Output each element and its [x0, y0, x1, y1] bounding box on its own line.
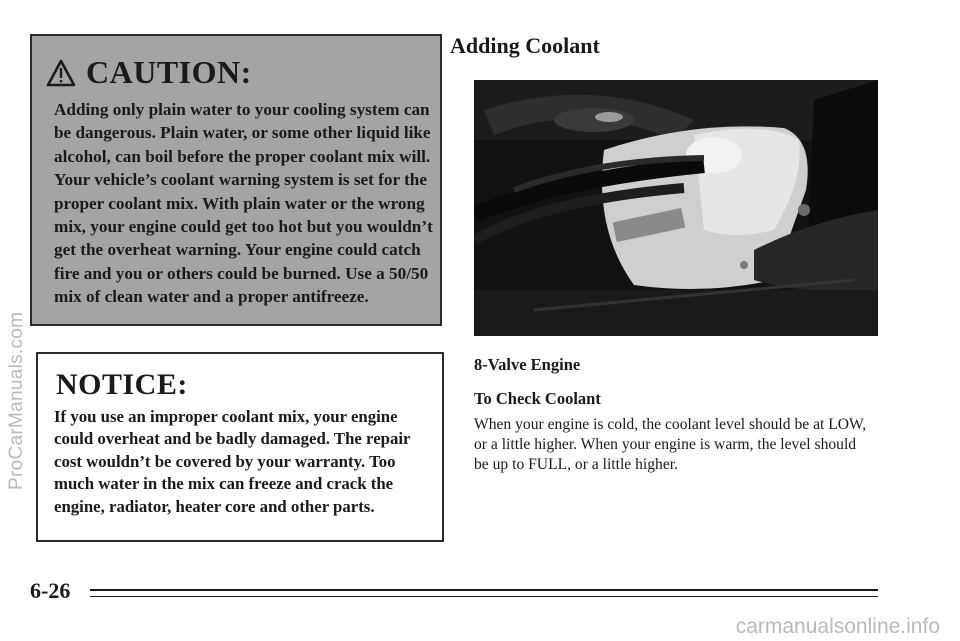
- caution-box: [30, 34, 442, 326]
- footer-rule-thin: [90, 596, 878, 597]
- bottom-watermark: carmanualsonline.info: [735, 615, 940, 638]
- page-number: 6-26: [30, 578, 71, 603]
- coolant-reservoir-photo: [474, 80, 878, 336]
- warning-triangle-icon: [46, 59, 76, 87]
- subheading-check-coolant: To Check Coolant: [474, 389, 601, 408]
- caution-heading-row: [46, 54, 252, 91]
- caution-heading: CAUTION:: [86, 54, 252, 90]
- caution-text: Adding only plain water to your cooling system can be dangerous. Plain water, or some other liquid like alcohol, can boil before the proper coolant mix will. Your vehicle’s coolant warning system is set for the proper coolant mix. With plain water or the wrong mix, your engine could get too hot but you wouldn’t get the overheat warning. Your engine could catch fire and you or others could be burned. Use a 50/50 mix of clean water and a proper antifreeze.: [54, 100, 433, 307]
- section-title: Adding Coolant: [450, 33, 600, 58]
- side-watermark: ProCarManuals.com: [6, 311, 27, 490]
- notice-box: [36, 352, 444, 542]
- body-paragraph: When your engine is cold, the coolant level should be at LOW, or a little higher. When your engine is warm, the level should be up to FULL, or a little higher.: [474, 416, 867, 473]
- notice-heading: NOTICE:: [56, 368, 188, 401]
- photo-caption: 8-Valve Engine: [474, 355, 581, 374]
- footer-rule-thick: [90, 589, 878, 591]
- notice-text: If you use an improper coolant mix, your engine could overheat and be badly damaged. The repair cost wouldn’t be covered by your warranty. Too much water in the mix can freeze and crack the engine, radiator, heater core and other parts.: [54, 407, 411, 516]
